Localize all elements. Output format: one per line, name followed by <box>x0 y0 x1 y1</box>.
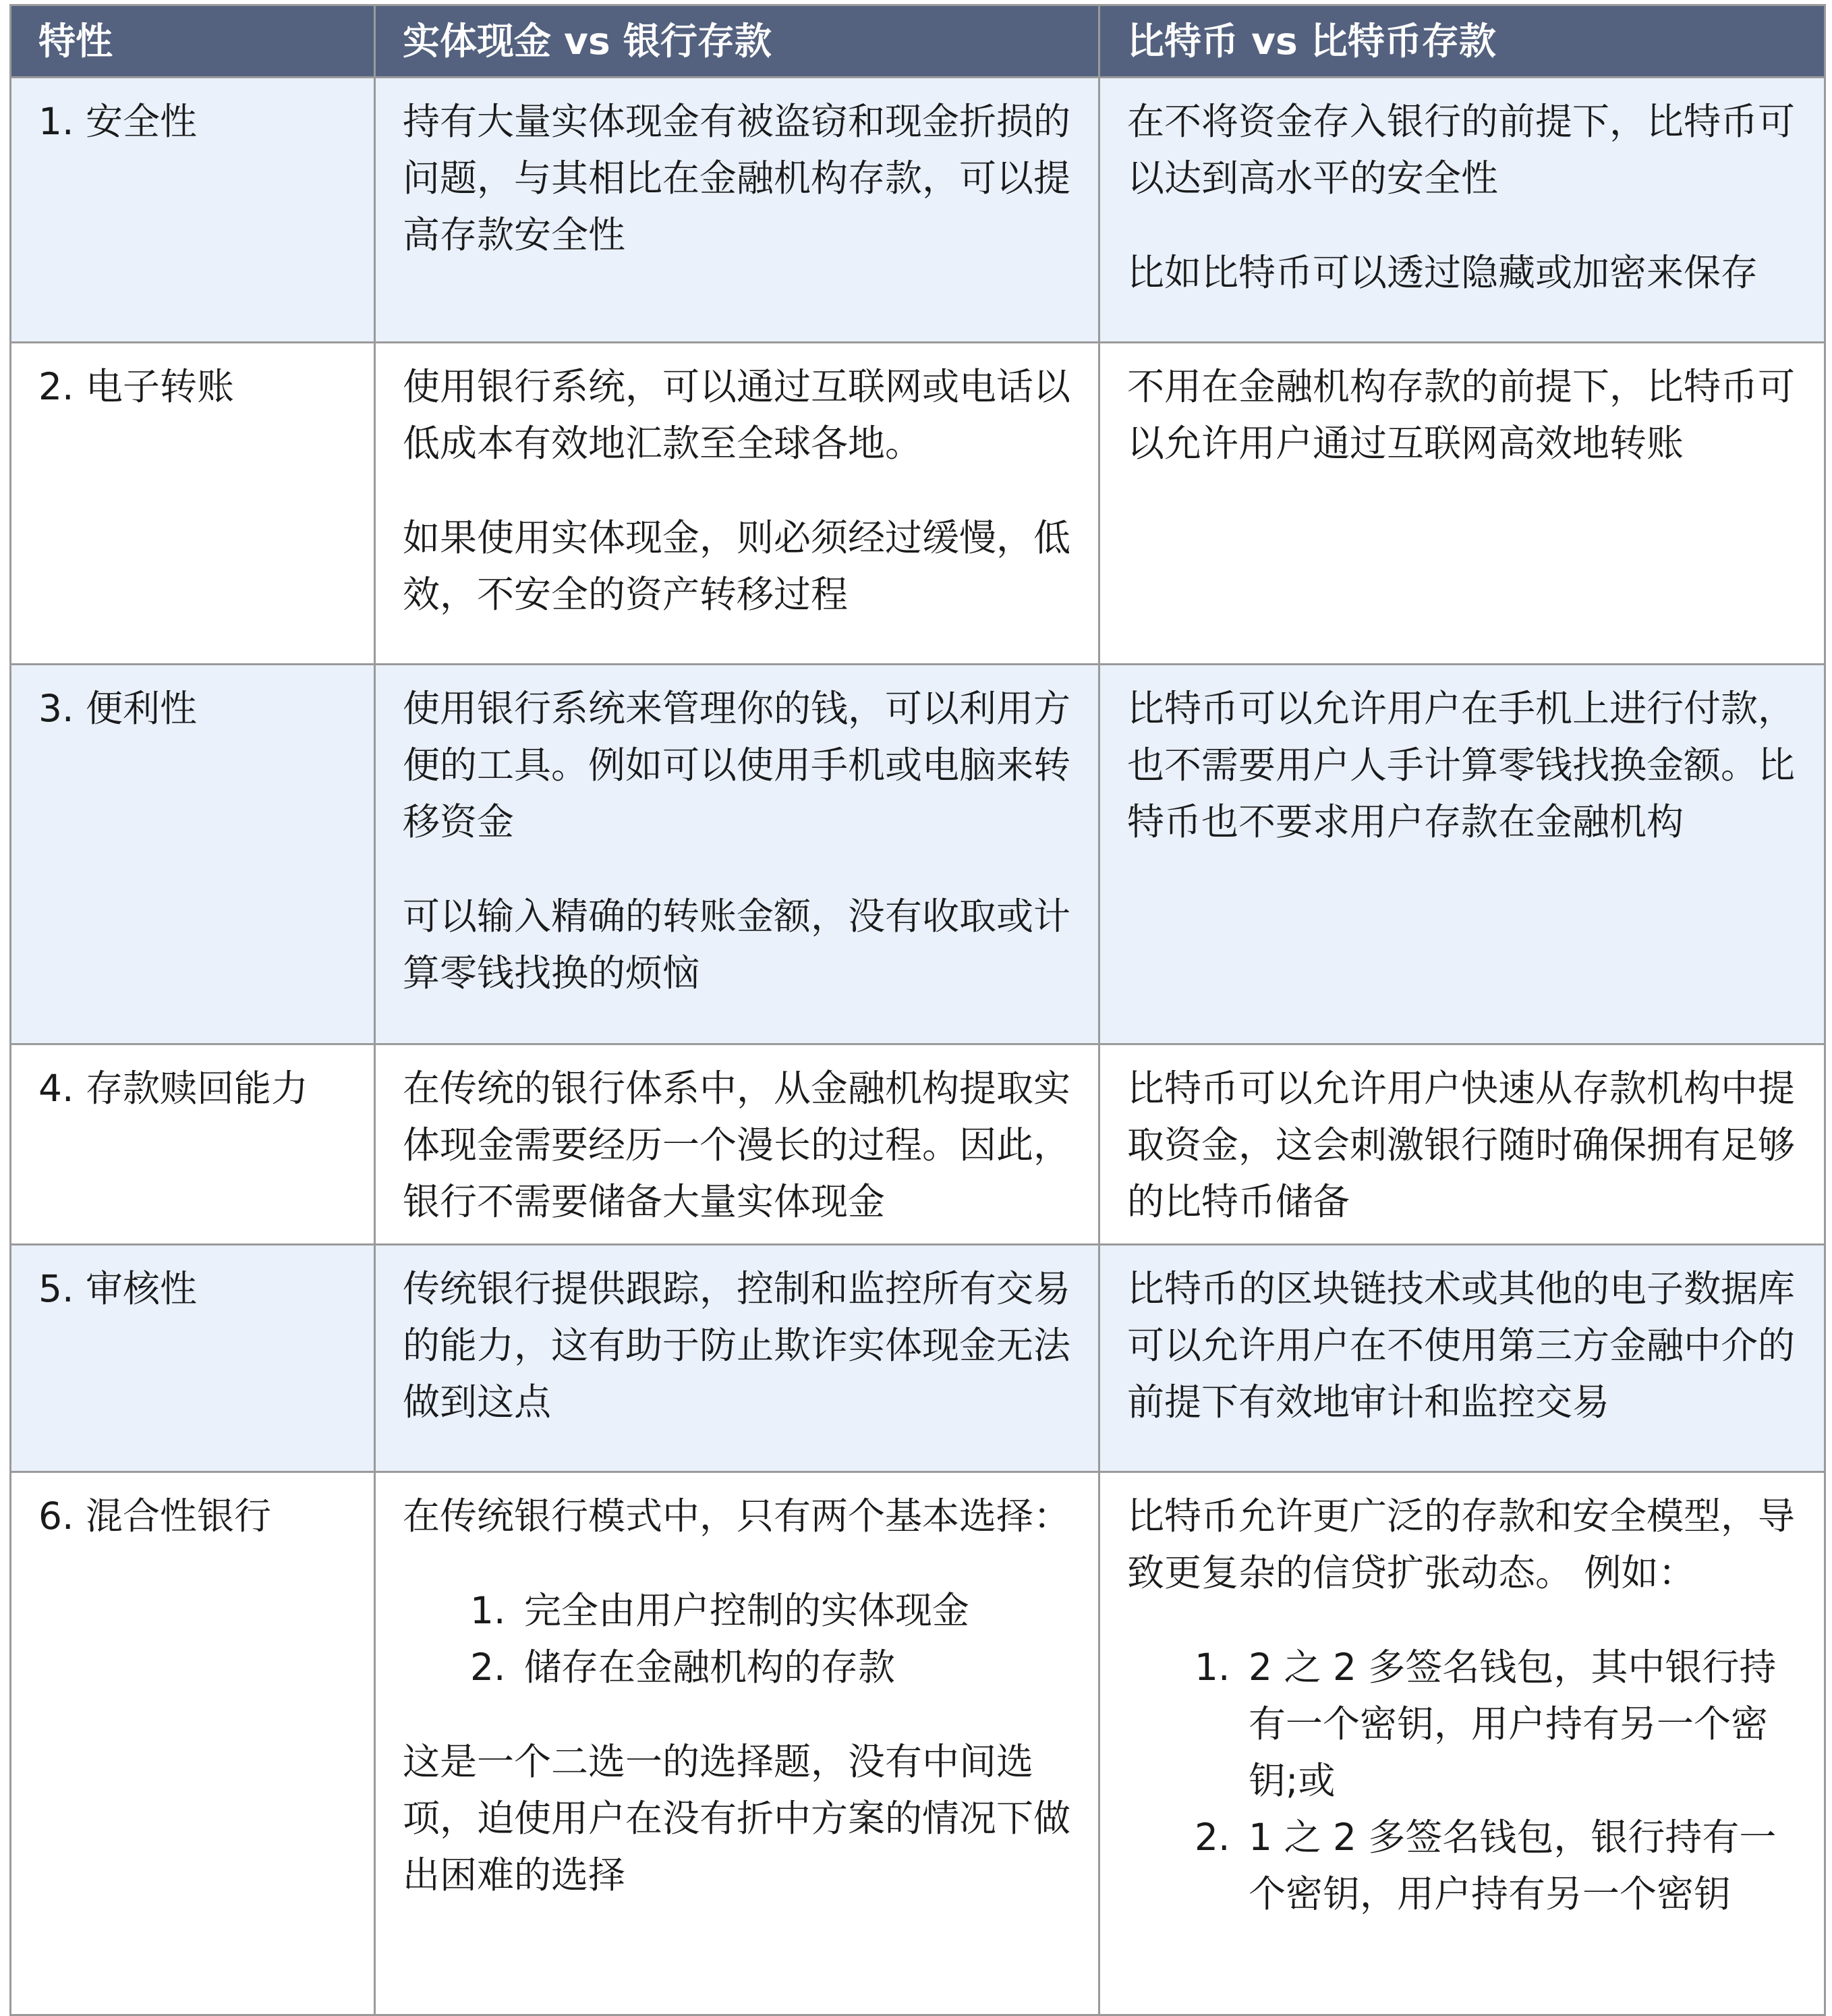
btc-cell <box>1099 1044 1825 1245</box>
cell-paragraph: 比特币的区块链技术或其他的电子数据库可以允许用户在不使用第三方金融中介的前提下有效地审计和监控交易 <box>1127 1267 1796 1424</box>
cell-paragraph: 可以输入精确的转账金额，没有收取或计算零钱找换的烦恼 <box>403 895 1071 995</box>
comparison-table <box>9 4 1826 2016</box>
list-item: 2. 储存在金融机构的存款 <box>517 1639 1071 1696</box>
feature-cell: 5. 审核性 <box>11 1245 375 1472</box>
btc-cell <box>1099 78 1825 343</box>
cell-paragraph: 持有大量实体现金有被盗窃和现金折损的问题，与其相比在金融机构存款，可以提高存款安全性 <box>403 100 1071 256</box>
feature-cell: 2. 电子转账 <box>11 343 375 665</box>
cash-cell <box>375 1245 1099 1472</box>
feature-cell: 4. 存款赎回能力 <box>11 1044 375 1245</box>
numbered-list <box>403 1582 1071 1696</box>
feature-cell: 6. 混合性银行 <box>11 1472 375 2015</box>
cell-paragraph: 比特币允许更广泛的存款和安全模型，导致更复杂的信贷扩张动态。 例如： <box>1127 1494 1796 1594</box>
list-item: 1. 完全由用户控制的实体现金 <box>517 1582 1071 1639</box>
numbered-list <box>1127 1639 1797 1922</box>
cash-cell <box>375 1472 1099 2015</box>
header-feature: 特性 <box>11 5 375 78</box>
cell-paragraph: 比特币可以允许用户在手机上进行付款，也不需要用户人手计算零钱找换金额。比特币也不要求用户存款在金融机构 <box>1127 687 1796 843</box>
btc-cell <box>1099 1472 1825 2015</box>
cell-paragraph: 这是一个二选一的选择题，没有中间选项，迫使用户在没有折中方案的情况下做出困难的选择 <box>403 1740 1071 1897</box>
header-btc-vs-deposit: 比特币 vs 比特币存款 <box>1099 5 1825 78</box>
list-item: 1. 2 之 2 多签名钱包，其中银行持有一个密钥，用户持有另一个密钥;或 <box>1242 1639 1797 1809</box>
cell-paragraph: 比特币可以允许用户快速从存款机构中提取资金，这会刺激银行随时确保拥有足够的比特币储备 <box>1127 1067 1796 1223</box>
btc-cell <box>1099 665 1825 1044</box>
table-row <box>11 1472 1825 2015</box>
header-cash-vs-bank: 实体现金 vs 银行存款 <box>375 5 1099 78</box>
cell-paragraph: 在传统银行模式中，只有两个基本选择： <box>403 1494 1071 1538</box>
table-row <box>11 1044 1825 1245</box>
cash-cell <box>375 343 1099 665</box>
table-row <box>11 343 1825 665</box>
cell-paragraph: 传统银行提供跟踪，控制和监控所有交易的能力，这有助于防止欺诈实体现金无法做到这点 <box>403 1267 1071 1424</box>
cash-cell <box>375 78 1099 343</box>
cell-paragraph: 使用银行系统来管理你的钱，可以利用方便的工具。例如可以使用手机或电脑来转移资金 <box>403 687 1071 843</box>
table-header-row <box>11 5 1825 78</box>
btc-cell <box>1099 343 1825 665</box>
cell-paragraph: 使用银行系统，可以通过互联网或电话以低成本有效地汇款至全球各地。 <box>403 365 1071 465</box>
list-item: 2. 1 之 2 多签名钱包，银行持有一个密钥，用户持有另一个密钥 <box>1242 1809 1797 1922</box>
table-row <box>11 1245 1825 1472</box>
cell-paragraph: 在不将资金存入银行的前提下，比特币可以达到高水平的安全性 <box>1127 100 1796 200</box>
cash-cell <box>375 1044 1099 1245</box>
feature-cell: 3. 便利性 <box>11 665 375 1044</box>
feature-cell: 1. 安全性 <box>11 78 375 343</box>
table-row <box>11 78 1825 343</box>
cell-paragraph: 如果使用实体现金，则必须经过缓慢，低效，不安全的资产转移过程 <box>403 516 1071 616</box>
cell-paragraph: 比如比特币可以透过隐藏或加密来保存 <box>1127 251 1758 294</box>
cell-paragraph: 不用在金融机构存款的前提下，比特币可以允许用户通过互联网高效地转账 <box>1127 365 1796 465</box>
btc-cell <box>1099 1245 1825 1472</box>
cell-paragraph: 在传统的银行体系中，从金融机构提取实体现金需要经历一个漫长的过程。因此，银行不需要储备大量实体现金 <box>403 1067 1071 1223</box>
cash-cell <box>375 665 1099 1044</box>
table-row <box>11 665 1825 1044</box>
